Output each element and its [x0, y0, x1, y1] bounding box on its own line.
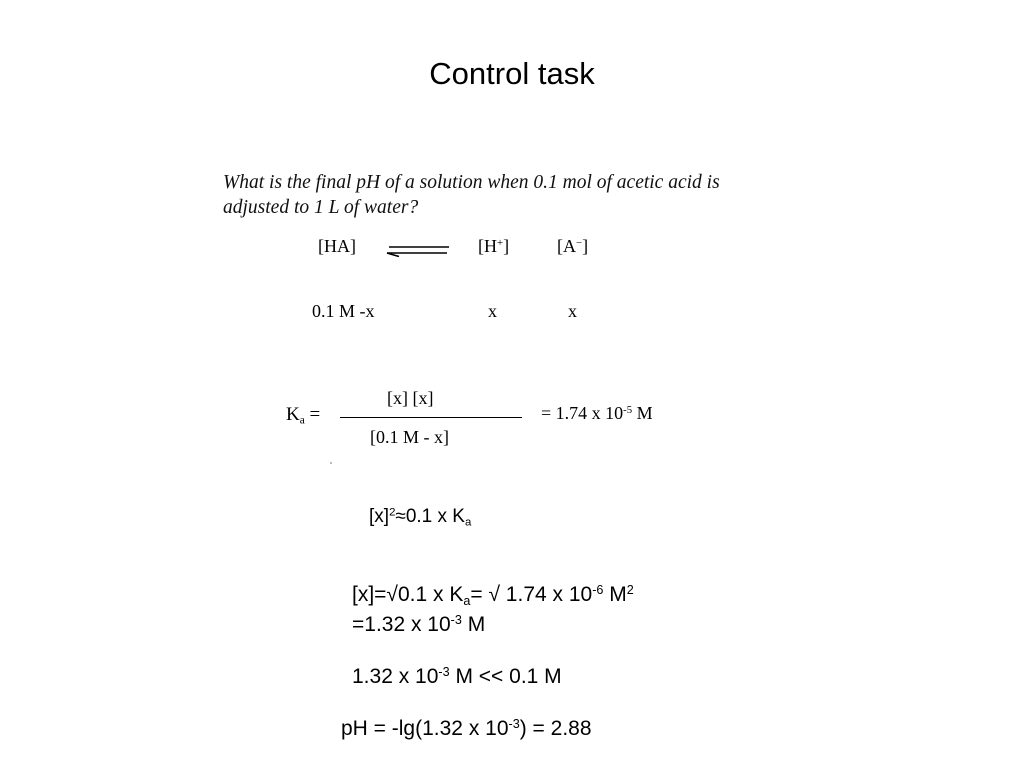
question-line-2: adjusted to 1 L of water?: [223, 197, 419, 218]
solution-exponent: -6: [592, 583, 604, 598]
ka-symbol: [286, 404, 320, 426]
solution-sqrt-expr: [x]=√0.1 x K: [352, 583, 464, 606]
question-text: [223, 170, 720, 220]
anion-bracket: ]: [582, 236, 589, 256]
ka-denominator: [0.1 M - x]: [370, 427, 449, 447]
conc-anion: x: [568, 301, 577, 321]
solution-line-1: [352, 583, 634, 608]
anion-charge: −: [576, 237, 583, 250]
ph-exponent: -3: [508, 717, 520, 732]
ka-value-mantissa: = 1.74 x 10: [541, 403, 624, 423]
ph-expression: pH = -lg(1.32 x 10: [341, 717, 509, 740]
ka-numerator: [x] [x]: [387, 388, 434, 408]
approx-rhs: ≈0.1 x K: [395, 506, 465, 527]
species-proton: [478, 236, 509, 257]
ph-result: [341, 717, 592, 741]
solution-result-exponent: -3: [450, 613, 462, 628]
solution-ka-subscript: a: [463, 593, 471, 608]
equilibrium-arrows-icon: [385, 243, 451, 257]
species-acid: [HA]: [318, 236, 356, 256]
ka-letter: K: [286, 404, 300, 425]
ph-value: ) = 2.88: [519, 717, 592, 740]
approximation-check: [352, 665, 562, 689]
ka-value-unit: M: [636, 403, 653, 423]
solution-sqrt-value: = √ 1.74 x 10: [470, 583, 593, 606]
ka-value-exponent: -5: [623, 404, 633, 417]
approx-lhs-exponent: 2: [389, 506, 396, 519]
solution-line-2: [352, 613, 485, 637]
proton-symbol: [H: [478, 236, 497, 256]
scan-artifact-dot: [330, 462, 332, 464]
species-anion: [557, 236, 588, 257]
proton-charge: +: [497, 237, 504, 250]
solution-unit-exponent: 2: [626, 583, 634, 598]
ka-value: [541, 403, 653, 424]
proton-bracket: ]: [503, 236, 510, 256]
check-exponent: -3: [438, 665, 450, 680]
check-mantissa: 1.32 x 10: [352, 665, 439, 688]
conc-acid: 0.1 M -x: [312, 301, 375, 321]
question-line-1: What is the final pH of a solution when 0.1 mol of acetic acid is: [223, 172, 720, 193]
slide-title: Control task: [429, 56, 595, 91]
ka-subscript: a: [299, 414, 305, 427]
approx-rhs-subscript: a: [464, 516, 472, 529]
solution-unit: M: [603, 583, 627, 606]
approx-lhs: [x]: [369, 506, 390, 527]
conc-proton: x: [488, 301, 497, 321]
approximation-line: [369, 506, 471, 528]
solution-result: =1.32 x 10: [352, 613, 451, 636]
ka-equals: =: [309, 404, 321, 425]
check-comparison: M << 0.1 M: [449, 665, 562, 688]
anion-symbol: [A: [557, 236, 576, 256]
solution-result-unit: M: [461, 613, 486, 636]
fraction-bar: [340, 417, 522, 418]
